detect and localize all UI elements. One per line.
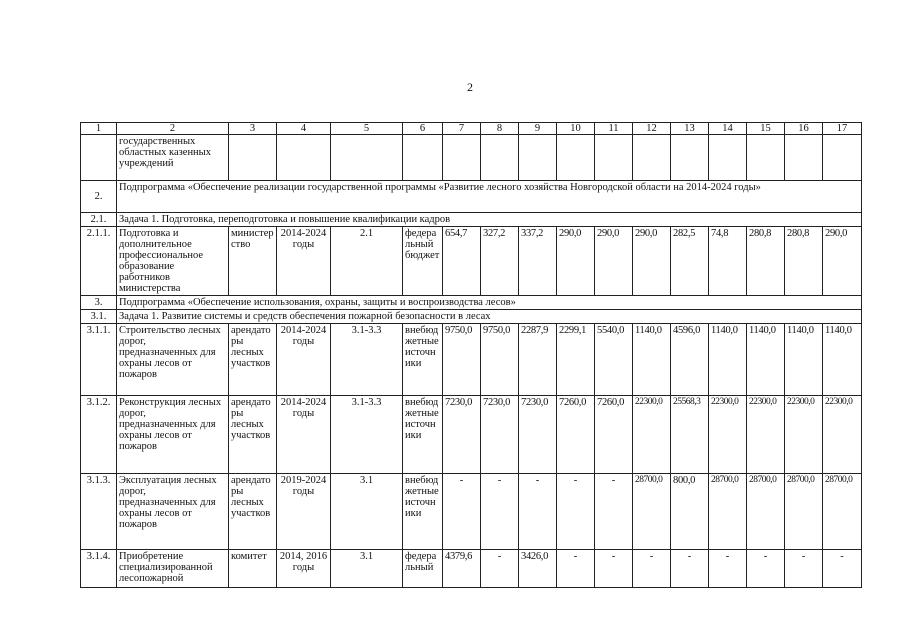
row-value: 1140,0 [747,324,785,396]
header-row [81,123,862,135]
row-value: 290,0 [633,227,671,296]
row-value: 7260,0 [557,396,595,474]
row-value: 1140,0 [633,324,671,396]
row-number: 3.1.3. [81,474,117,550]
row-period: 2019-2024 годы [277,474,331,550]
header-cell: 17 [823,123,862,135]
row-value: 7230,0 [481,396,519,474]
page-number: 2 [467,80,473,94]
row-indicator: 3.1 [331,550,403,588]
header-cell: 12 [633,123,671,135]
row-value: - [557,474,595,550]
row-value: 7230,0 [519,396,557,474]
row-value: 654,7 [443,227,481,296]
section-row [81,181,862,213]
row-executor: министерство [229,227,277,296]
row-indicator: 3.1-3.3 [331,396,403,474]
header-cell: 1 [81,123,117,135]
row-value: - [595,474,633,550]
row-value: 280,8 [785,227,823,296]
row-value: - [709,550,747,588]
row-value: 7230,0 [443,396,481,474]
row-value: 1140,0 [785,324,823,396]
row-value: 337,2 [519,227,557,296]
row-period: 2014-2024 годы [277,227,331,296]
program-table [80,122,862,588]
row-value: - [595,550,633,588]
row-value: - [671,550,709,588]
row-number: 3.1.4. [81,550,117,588]
header-cell: 13 [671,123,709,135]
row-name: Приобретение специализированной лесопожарной [117,550,229,588]
row-value: 1140,0 [823,324,862,396]
row-name: Строительство лесных дорог, предназначенных для охраны лесов от пожаров [117,324,229,396]
row-executor: арендаторы лесных участков [229,396,277,474]
task-row [81,213,862,227]
section-row [81,296,862,310]
section-number: 2. [81,181,117,213]
table-row [81,324,862,396]
header-cell: 4 [277,123,331,135]
row-value: 4379,6 [443,550,481,588]
row-value: 282,5 [671,227,709,296]
row-source: федеральный бюджет [403,227,443,296]
task-number: 2.1. [81,213,117,227]
row-source: внебюджетные источники [403,396,443,474]
row-value: - [519,474,557,550]
row-period: 2014, 2016 годы [277,550,331,588]
row-value: 290,0 [595,227,633,296]
row-value: 800,0 [671,474,709,550]
row-value: 5540,0 [595,324,633,396]
row-period: 2014-2024 годы [277,396,331,474]
row-value: 290,0 [557,227,595,296]
row-value: 7260,0 [595,396,633,474]
row-value: - [443,474,481,550]
row-indicator: 2.1 [331,227,403,296]
row-value: 4596,0 [671,324,709,396]
row-value: - [747,550,785,588]
header-cell: 16 [785,123,823,135]
row-value: 2287,9 [519,324,557,396]
row-value: - [633,550,671,588]
row-value: - [481,474,519,550]
header-cell: 7 [443,123,481,135]
row-value: 9750,0 [443,324,481,396]
row-period: 2014-2024 годы [277,324,331,396]
table-row [81,474,862,550]
row-number: 2.1.1. [81,227,117,296]
row-value: 290,0 [823,227,862,296]
task-number: 3.1. [81,310,117,324]
row-name: Реконструкция лесных дорог, предназначенных для охраны лесов от пожаров [117,396,229,474]
row-value: 22300,0 [785,396,823,474]
row-value: 28700,0 [633,474,671,550]
row-value: 2299,1 [557,324,595,396]
row-number: 3.1.2. [81,396,117,474]
row-indicator: 3.1-3.3 [331,324,403,396]
header-cell: 10 [557,123,595,135]
row-value: 22300,0 [633,396,671,474]
header-cell: 9 [519,123,557,135]
row-value: 9750,0 [481,324,519,396]
table-row [81,135,862,181]
row-name: Подготовка и дополнительное профессиональное образование работников министерства [117,227,229,296]
row-value: 22300,0 [709,396,747,474]
row-source: внебюджетные источники [403,474,443,550]
row-value: 25568,3 [671,396,709,474]
row-value: 28700,0 [823,474,862,550]
row-name: Эксплуатация лесных дорог, предназначенных для охраны лесов от пожаров [117,474,229,550]
row-value: 28700,0 [785,474,823,550]
table-row [81,550,862,588]
row-name: государственных областных казенных учреждений [117,135,229,181]
row-number [81,135,117,181]
header-cell: 2 [117,123,229,135]
row-value: - [823,550,862,588]
table-row [81,396,862,474]
header-cell: 3 [229,123,277,135]
row-value: 22300,0 [823,396,862,474]
row-executor: арендаторы лесных участков [229,474,277,550]
row-executor: комитет [229,550,277,588]
task-row [81,310,862,324]
row-value: 3426,0 [519,550,557,588]
row-value: 327,2 [481,227,519,296]
row-value: 22300,0 [747,396,785,474]
header-cell: 15 [747,123,785,135]
task-title: Задача 1. Подготовка, переподготовка и повышение квалификации кадров [117,213,862,227]
row-value: - [785,550,823,588]
row-value: - [557,550,595,588]
row-value: 28700,0 [747,474,785,550]
row-value: 280,8 [747,227,785,296]
row-executor: арендаторы лесных участков [229,324,277,396]
row-value: 1140,0 [709,324,747,396]
header-cell: 5 [331,123,403,135]
row-source: федеральный [403,550,443,588]
row-number: 3.1.1. [81,324,117,396]
header-cell: 14 [709,123,747,135]
row-value: 74,8 [709,227,747,296]
header-cell: 6 [403,123,443,135]
table-row [81,227,862,296]
header-cell: 11 [595,123,633,135]
section-title: Подпрограмма «Обеспечение использования, охраны, защиты и воспроизводства лесов» [117,296,862,310]
section-number: 3. [81,296,117,310]
header-cell: 8 [481,123,519,135]
row-indicator: 3.1 [331,474,403,550]
row-source: внебюджетные источники [403,324,443,396]
task-title: Задача 1. Развитие системы и средств обеспечения пожарной безопасности в лесах [117,310,862,324]
row-value: - [481,550,519,588]
section-title: Подпрограмма «Обеспечение реализации государственной программы «Развитие лесного хозяйства Новгородской области на 2014-2024 годы» [117,181,862,213]
row-value: 28700,0 [709,474,747,550]
